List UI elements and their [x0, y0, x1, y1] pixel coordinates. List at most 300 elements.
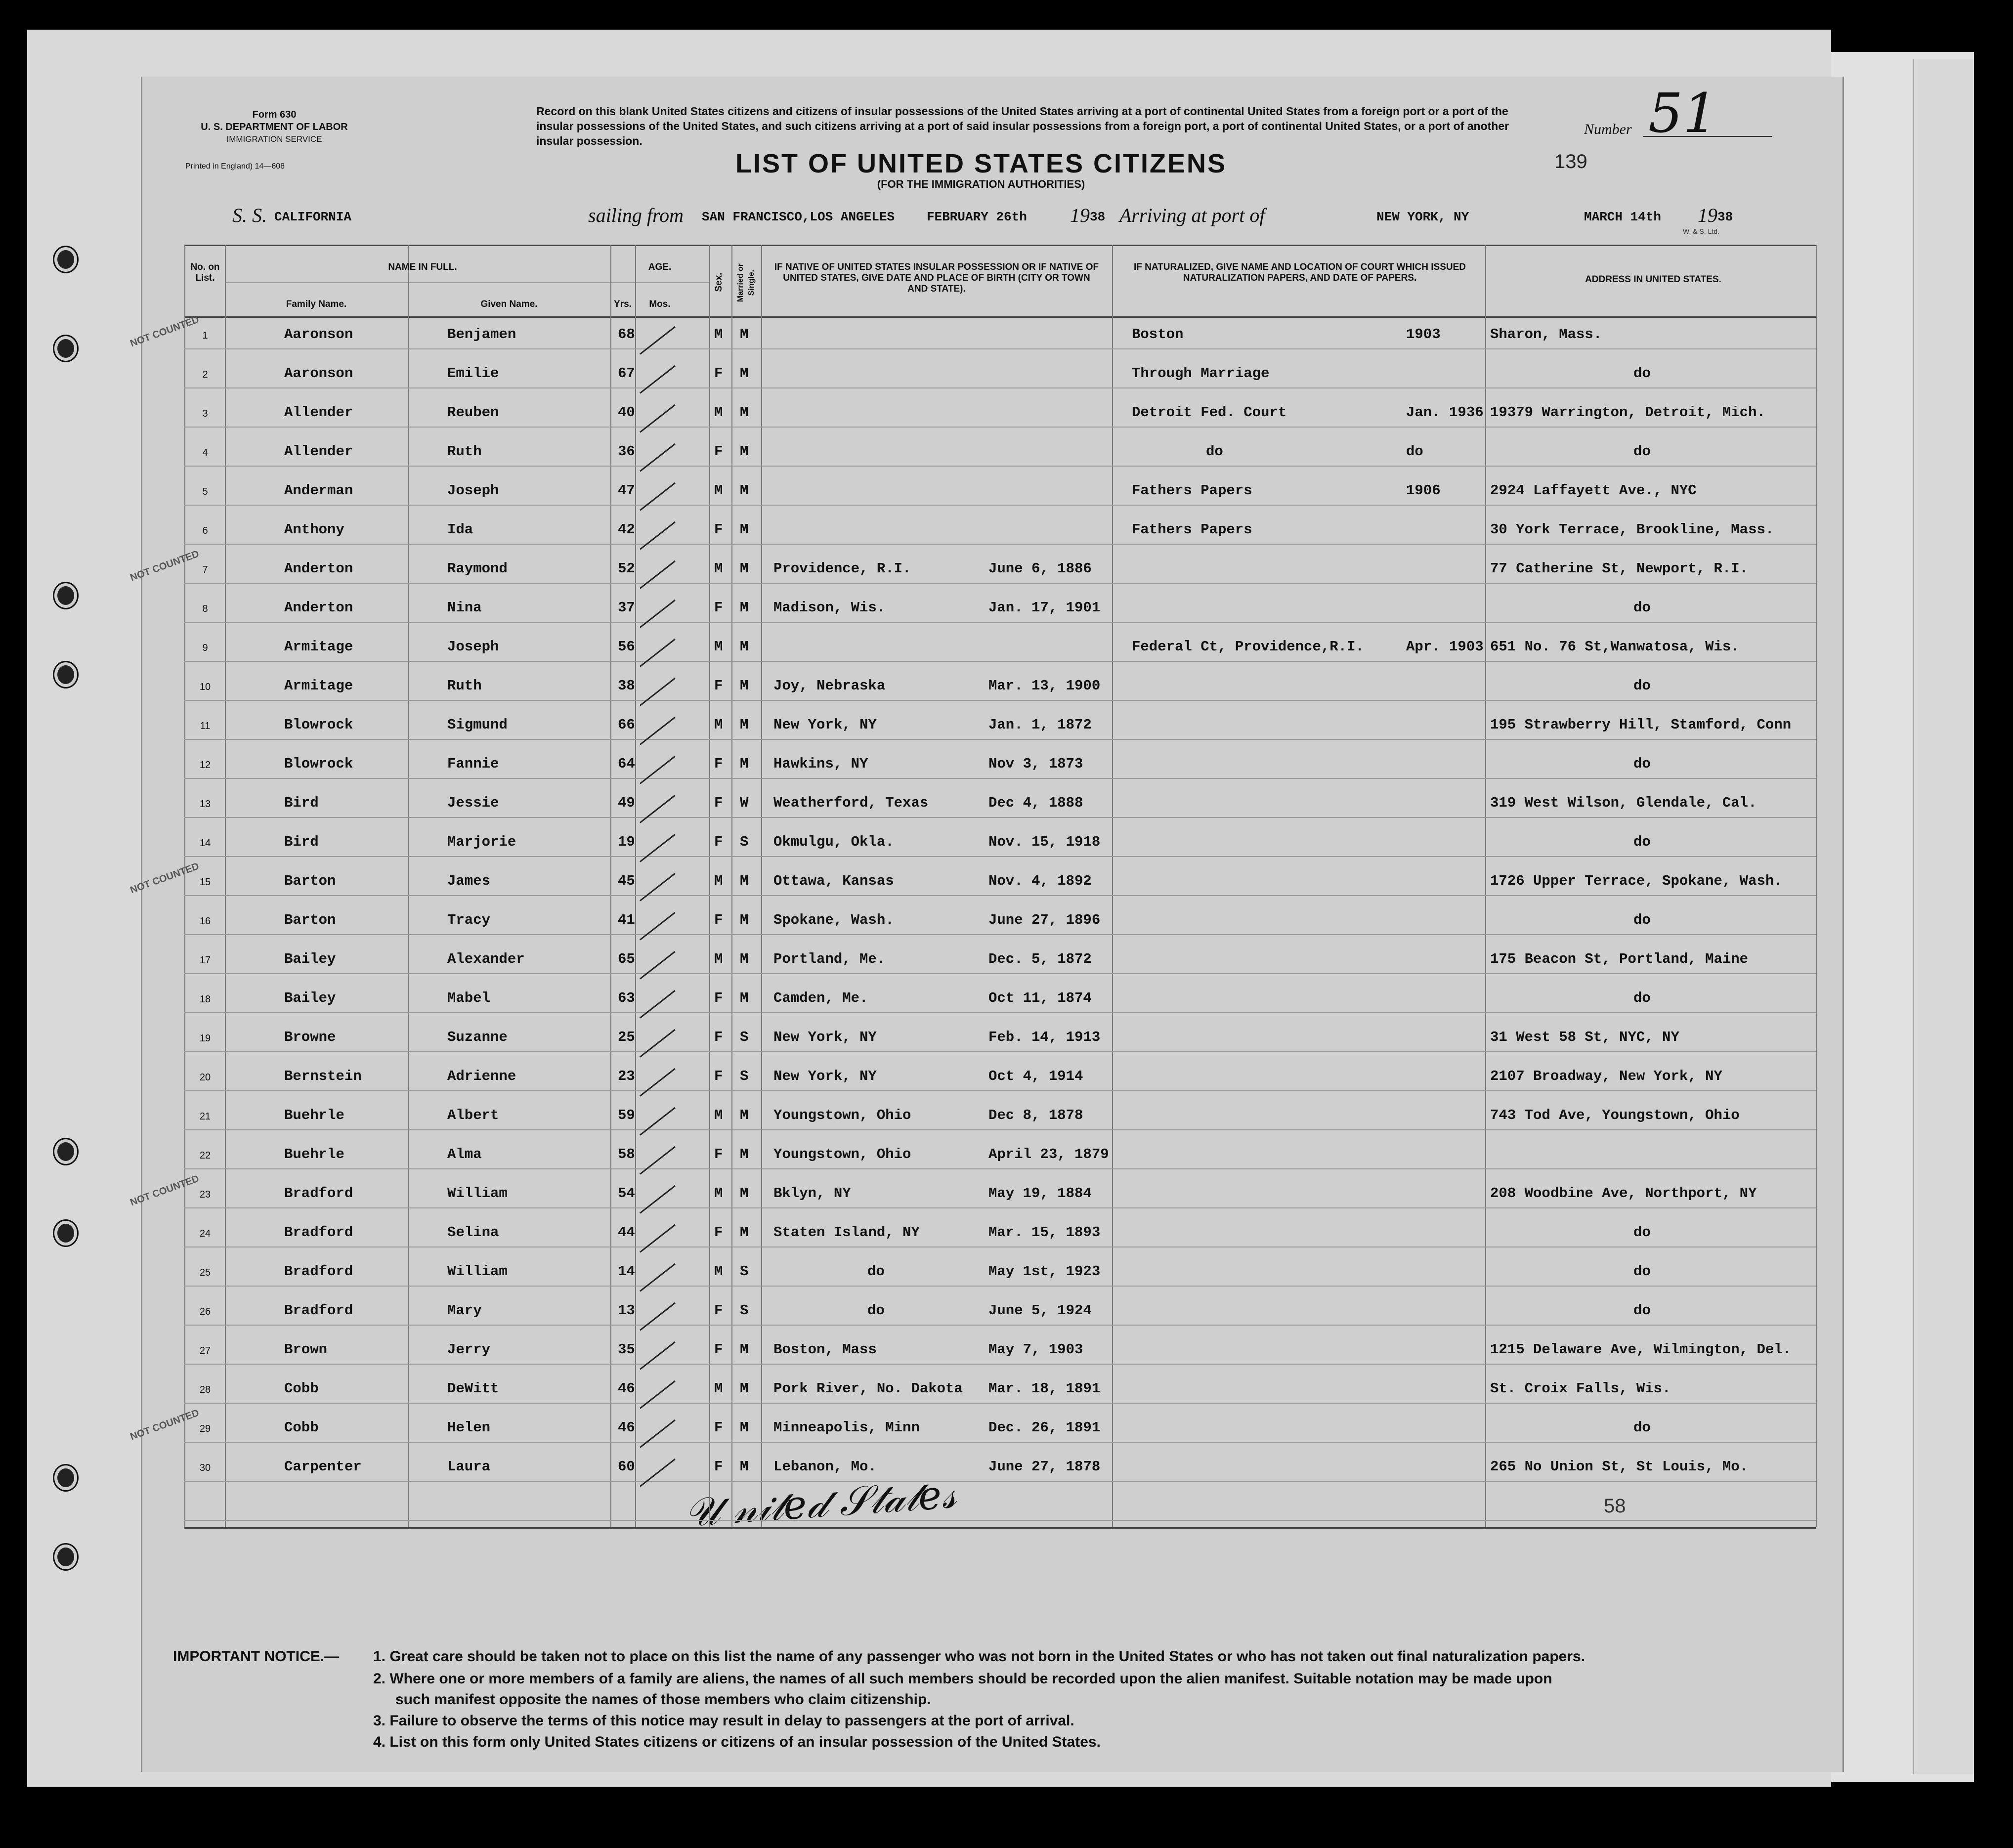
notice-label: IMPORTANT NOTICE.— — [173, 1648, 340, 1665]
family-name: Bradford — [284, 1302, 353, 1319]
not-counted-stamp: NOT COUNTED — [128, 314, 201, 349]
sex: F — [714, 365, 723, 382]
notice-item-2b: such manifest opposite the names of those members who claim citizenship. — [395, 1691, 931, 1708]
age-years: 19 — [618, 834, 635, 850]
table-row-rule — [184, 427, 1816, 428]
age-years: 41 — [618, 912, 635, 928]
marital-status: M — [740, 1107, 749, 1123]
marital-status: M — [740, 443, 749, 460]
birth-date: May 7, 1903 — [988, 1341, 1083, 1358]
marital-status: M — [740, 521, 749, 538]
marital-status: W — [740, 795, 749, 811]
header-native: IF NATIVE OF UNITED STATES INSULAR POSSESSION OR IF NATIVE OF UNITED STATES, GIVE DATE AND PLACE OF BIRTH (CITY OR TOWN AND STATE). — [774, 262, 1099, 294]
given-name: Reuben — [447, 404, 499, 421]
table-row-rule — [184, 856, 1816, 857]
header-sex: Sex. — [714, 272, 724, 292]
naturalization-court: Fathers Papers — [1132, 521, 1252, 538]
sex: M — [714, 1380, 723, 1397]
table-column-rule — [1485, 245, 1486, 1527]
us-address: 77 Catherine St, Newport, R.I. — [1490, 560, 1749, 577]
age-years: 46 — [618, 1419, 635, 1436]
family-name: Bernstein — [284, 1068, 362, 1084]
birth-date: Nov 3, 1873 — [988, 756, 1083, 772]
marital-status: M — [740, 1185, 749, 1202]
marital-status: S — [740, 1068, 749, 1084]
birth-place: Providence, R.I. — [773, 560, 911, 577]
family-name: Barton — [284, 873, 336, 889]
sex: M — [714, 560, 723, 577]
us-address: do — [1633, 443, 1651, 460]
birth-date: Mar. 18, 1891 — [988, 1380, 1101, 1397]
marital-status: M — [740, 365, 749, 382]
departure-date: FEBRUARY 26th — [927, 210, 1027, 224]
birth-date: June 5, 1924 — [988, 1302, 1092, 1319]
family-name: Bird — [284, 795, 319, 811]
arrival-year-prefix: 19 — [1698, 204, 1717, 226]
birth-date: June 6, 1886 — [988, 560, 1092, 577]
birth-date: April 23, 1879 — [988, 1146, 1109, 1162]
row-number: 8 — [202, 603, 208, 614]
given-name: DeWitt — [447, 1380, 499, 1397]
family-name: Bailey — [284, 951, 336, 967]
family-name: Barton — [284, 912, 336, 928]
table-row-rule — [184, 1364, 1816, 1365]
table-row-rule — [184, 583, 1816, 584]
arriving-label: Arriving at port of — [1119, 204, 1265, 226]
header-address: ADDRESS IN UNITED STATES. — [1585, 274, 1721, 285]
naturalization-date: 1906 — [1406, 482, 1441, 499]
naturalization-court: Through Marriage — [1132, 365, 1270, 382]
birth-place: Joy, Nebraska — [773, 678, 886, 694]
sex: M — [714, 873, 723, 889]
family-name: Allender — [284, 404, 353, 421]
us-address: do — [1633, 990, 1651, 1006]
birth-date: Feb. 14, 1913 — [988, 1029, 1101, 1045]
sex: F — [714, 834, 723, 850]
row-number: 28 — [199, 1384, 211, 1395]
ss-label: S. S. — [232, 204, 267, 226]
age-years: 25 — [618, 1029, 635, 1045]
us-address: 19379 Warrington, Detroit, Mich. — [1490, 404, 1765, 421]
family-name: Buehrle — [284, 1107, 344, 1123]
sailing-label: sailing from — [588, 204, 684, 226]
sex: F — [714, 443, 723, 460]
sex: M — [714, 717, 723, 733]
birth-date: Jan. 1, 1872 — [988, 717, 1092, 733]
table-row-rule — [184, 661, 1816, 662]
row-number: 26 — [199, 1306, 211, 1317]
birth-date: Oct 4, 1914 — [988, 1068, 1083, 1084]
row-number: 12 — [199, 760, 211, 771]
header-age: AGE. — [648, 262, 672, 272]
marital-status: M — [740, 1419, 749, 1436]
row-number: 15 — [199, 877, 211, 888]
given-name: Fannie — [447, 756, 499, 772]
given-name: Tracy — [447, 912, 491, 928]
birth-place: do — [867, 1263, 885, 1280]
birth-place: Hawkins, NY — [773, 756, 868, 772]
birth-place: Boston, Mass — [773, 1341, 877, 1358]
age-years: 38 — [618, 678, 635, 694]
table-row-rule — [184, 1090, 1816, 1091]
us-address: 195 Strawberry Hill, Stamford, Conn — [1490, 717, 1792, 733]
punch-hole — [54, 1545, 77, 1569]
age-years: 67 — [618, 365, 635, 382]
age-years: 49 — [618, 795, 635, 811]
table-row-rule — [184, 466, 1816, 467]
given-name: William — [447, 1185, 508, 1202]
sheet-number: 139 — [1554, 151, 1587, 172]
birth-place: Spokane, Wash. — [773, 912, 894, 928]
notice-item-2: 2. Where one or more members of a family are aliens, the names of all such members should be recorded upon the alien manifest. Suitable notation may be made upon — [373, 1671, 1552, 1687]
header-married-single: Married or Single. — [736, 263, 756, 302]
not-counted-stamp: NOT COUNTED — [128, 548, 201, 584]
ship-name: CALIFORNIA — [274, 210, 352, 224]
table-row-rule — [184, 505, 1816, 506]
birth-place: Ottawa, Kansas — [773, 873, 894, 889]
us-address: do — [1633, 678, 1651, 694]
family-name: Anderton — [284, 600, 353, 616]
table-column-rule — [635, 245, 636, 1527]
age-years: 23 — [618, 1068, 635, 1084]
header-family-name: Family Name. — [286, 299, 347, 309]
given-name: Nina — [447, 600, 482, 616]
departure-year: 38 — [1090, 210, 1106, 224]
age-years: 54 — [618, 1185, 635, 1202]
sex: F — [714, 1459, 723, 1475]
table-row-rule — [184, 1246, 1816, 1247]
family-name: Blowrock — [284, 756, 353, 772]
us-address: do — [1633, 912, 1651, 928]
family-name: Cobb — [284, 1380, 319, 1397]
sex: F — [714, 1146, 723, 1162]
birth-date: Dec. 26, 1891 — [988, 1419, 1101, 1436]
table-row-rule — [184, 895, 1816, 896]
us-address: do — [1633, 1302, 1651, 1319]
us-address: 2107 Broadway, New York, NY — [1490, 1068, 1722, 1084]
age-years: 36 — [618, 443, 635, 460]
us-address: 743 Tod Ave, Youngstown, Ohio — [1490, 1107, 1740, 1123]
given-name: Ruth — [447, 678, 482, 694]
table-row-rule — [184, 817, 1816, 818]
us-address: 1726 Upper Terrace, Spokane, Wash. — [1490, 873, 1783, 889]
given-name: Selina — [447, 1224, 499, 1241]
given-name: William — [447, 1263, 508, 1280]
table-column-rule — [761, 245, 762, 1527]
marital-status: M — [740, 990, 749, 1006]
family-name: Armitage — [284, 678, 353, 694]
family-name: Aaronson — [284, 326, 353, 343]
table-row-rule — [184, 348, 1816, 349]
table-row-rule — [184, 973, 1816, 974]
printer-mark: W. & S. Ltd. — [1683, 227, 1719, 235]
punch-hole — [54, 247, 77, 272]
marital-status: M — [740, 1224, 749, 1241]
birth-place: Camden, Me. — [773, 990, 868, 1006]
record-instructions: Record on this blank United States citizens and citizens of insular possessions of the United States arriving at a port of continental United States from a foreign port or a port of the insular possessions of the United States, and such citizens arriving at a port of said insular possessions from a foreign port, a port of continental United States, or a port of another insular possession. — [536, 105, 1509, 147]
table-row-rule — [184, 739, 1816, 740]
sex: F — [714, 600, 723, 616]
naturalization-date: do — [1406, 443, 1423, 460]
birth-date: Nov. 4, 1892 — [988, 873, 1092, 889]
sex: F — [714, 521, 723, 538]
given-name: Marjorie — [447, 834, 516, 850]
table-column-rule — [408, 245, 409, 1527]
family-name: Browne — [284, 1029, 336, 1045]
given-name: Sigmund — [447, 717, 508, 733]
age-years: 44 — [618, 1224, 635, 1241]
family-name: Blowrock — [284, 717, 353, 733]
sex: M — [714, 951, 723, 967]
birth-date: May 1st, 1923 — [988, 1263, 1101, 1280]
given-name: Ruth — [447, 443, 482, 460]
sex: M — [714, 1107, 723, 1123]
marital-status: M — [740, 326, 749, 343]
given-name: Emilie — [447, 365, 499, 382]
family-name: Bradford — [284, 1185, 353, 1202]
us-address: 175 Beacon St, Portland, Maine — [1490, 951, 1749, 967]
naturalization-court: Detroit Fed. Court — [1132, 404, 1287, 421]
given-name: Joseph — [447, 482, 499, 499]
us-address: 319 West Wilson, Glendale, Cal. — [1490, 795, 1757, 811]
age-years: 63 — [618, 990, 635, 1006]
us-address: do — [1633, 834, 1651, 850]
sex: F — [714, 1224, 723, 1241]
sex: M — [714, 1263, 723, 1280]
age-years: 47 — [618, 482, 635, 499]
us-address: 1215 Delaware Ave, Wilmington, Del. — [1490, 1341, 1792, 1358]
row-number: 27 — [199, 1345, 211, 1356]
marital-status: M — [740, 1459, 749, 1475]
sex: M — [714, 1185, 723, 1202]
age-years: 42 — [618, 521, 635, 538]
sex: F — [714, 1419, 723, 1436]
row-number: 21 — [199, 1111, 211, 1122]
list-number: 51 — [1648, 82, 1717, 145]
family-name: Armitage — [284, 639, 353, 655]
birth-place: Okmulgu, Okla. — [773, 834, 894, 850]
us-address: do — [1633, 365, 1651, 382]
family-name: Anderton — [284, 560, 353, 577]
given-name: Mary — [447, 1302, 482, 1319]
page-subtitle: (FOR THE IMMIGRATION AUTHORITIES) — [877, 178, 1085, 190]
department: U. S. DEPARTMENT OF LABOR — [201, 122, 348, 132]
table-row-rule — [184, 1207, 1816, 1208]
us-address: St. Croix Falls, Wis. — [1490, 1380, 1671, 1397]
us-address: 30 York Terrace, Brookline, Mass. — [1490, 521, 1774, 538]
us-address: 31 West 58 St, NYC, NY — [1490, 1029, 1679, 1045]
family-name: Cobb — [284, 1419, 319, 1436]
marital-status: M — [740, 639, 749, 655]
age-years: 56 — [618, 639, 635, 655]
row-number: 20 — [199, 1072, 211, 1083]
marital-status: M — [740, 1380, 749, 1397]
number-underline — [1643, 136, 1772, 137]
given-name: Albert — [447, 1107, 499, 1123]
family-name: Buehrle — [284, 1146, 344, 1162]
punch-hole — [54, 1465, 77, 1490]
table-row-rule — [184, 1481, 1816, 1482]
row-number: 14 — [199, 838, 211, 849]
birth-date: Dec. 5, 1872 — [988, 951, 1092, 967]
inspector-signature: 𝒰 𝓃𝒾𝓉𝑒𝒹 𝒮𝓉𝒶𝓉𝑒𝓈 — [683, 1470, 958, 1536]
row-number: 18 — [199, 994, 211, 1005]
departure-ports: SAN FRANCISCO,LOS ANGELES — [702, 210, 895, 224]
birth-date: Mar. 13, 1900 — [988, 678, 1101, 694]
family-name: Bailey — [284, 990, 336, 1006]
row-number: 5 — [202, 486, 208, 497]
age-years: 59 — [618, 1107, 635, 1123]
family-name: Brown — [284, 1341, 328, 1358]
row-number: 25 — [199, 1267, 211, 1278]
table-row-rule — [184, 1325, 1816, 1326]
not-counted-stamp: NOT COUNTED — [128, 1173, 201, 1208]
us-address: Sharon, Mass. — [1490, 326, 1602, 343]
marital-status: M — [740, 912, 749, 928]
birth-place: New York, NY — [773, 717, 877, 733]
table-row-rule — [184, 387, 1816, 388]
age-years: 40 — [618, 404, 635, 421]
table-row-rule — [184, 622, 1816, 623]
age-years: 46 — [618, 1380, 635, 1397]
birth-date: Oct 11, 1874 — [988, 990, 1092, 1006]
sex: F — [714, 756, 723, 772]
us-address: 265 No Union St, St Louis, Mo. — [1490, 1459, 1749, 1475]
marital-status: S — [740, 1263, 749, 1280]
table-row-rule — [184, 1012, 1816, 1013]
age-years: 13 — [618, 1302, 635, 1319]
given-name: Adrienne — [447, 1068, 516, 1084]
table-column-rule — [731, 245, 732, 1527]
marital-status: M — [740, 873, 749, 889]
table-column-rule — [709, 245, 710, 1527]
sex: F — [714, 1341, 723, 1358]
not-counted-stamp: NOT COUNTED — [128, 860, 201, 896]
row-number: 17 — [199, 955, 211, 966]
birth-date: May 19, 1884 — [988, 1185, 1092, 1202]
sex: F — [714, 1029, 723, 1045]
marital-status: M — [740, 560, 749, 577]
given-name: Benjamen — [447, 326, 516, 343]
sex: M — [714, 326, 723, 343]
given-name: Raymond — [447, 560, 508, 577]
age-years: 64 — [618, 756, 635, 772]
service: IMMIGRATION SERVICE — [226, 134, 322, 144]
table-row-rule — [184, 700, 1816, 701]
family-name: Bird — [284, 834, 319, 850]
marital-status: M — [740, 951, 749, 967]
notice-item-4: 4. List on this form only United States citizens or citizens of an insular possession of the United States. — [373, 1734, 1101, 1750]
row-number: 16 — [199, 916, 211, 927]
us-address: do — [1633, 600, 1651, 616]
table-row-rule — [184, 1403, 1816, 1404]
footer-count: 58 — [1604, 1495, 1626, 1517]
table-row-rule — [184, 1129, 1816, 1130]
row-number: 11 — [200, 721, 211, 731]
table-row-rule — [184, 1442, 1816, 1443]
punch-hole — [54, 336, 77, 361]
family-name: Anderman — [284, 482, 353, 499]
table-column-rule — [225, 245, 226, 1527]
row-number: 23 — [199, 1189, 211, 1200]
punch-hole — [54, 1221, 77, 1246]
table-column-rule — [1816, 245, 1817, 1527]
sex: F — [714, 678, 723, 694]
age-years: 58 — [618, 1146, 635, 1162]
age-years: 60 — [618, 1459, 635, 1475]
arrival-year: 38 — [1717, 210, 1733, 224]
row-number: 10 — [199, 682, 211, 692]
punch-hole — [54, 1139, 77, 1164]
us-address: 208 Woodbine Ave, Northport, NY — [1490, 1185, 1757, 1202]
table-row-rule — [184, 544, 1816, 545]
family-name: Bradford — [284, 1224, 353, 1241]
sex: F — [714, 990, 723, 1006]
birth-date: Jan. 17, 1901 — [988, 600, 1101, 616]
sex: M — [714, 482, 723, 499]
birth-place: New York, NY — [773, 1068, 877, 1084]
marital-status: S — [740, 1029, 749, 1045]
row-number: 1 — [202, 330, 208, 341]
row-number: 24 — [199, 1228, 211, 1239]
table-row-rule — [184, 1286, 1816, 1287]
marital-status: S — [740, 834, 749, 850]
header-months: Mos. — [649, 299, 671, 309]
manifest-page — [27, 30, 1831, 1787]
row-number: 3 — [202, 408, 208, 419]
birth-date: Nov. 15, 1918 — [988, 834, 1101, 850]
sex: F — [714, 1068, 723, 1084]
marital-status: M — [740, 600, 749, 616]
given-name: Laura — [447, 1459, 491, 1475]
row-number: 2 — [202, 369, 208, 380]
name-header-rule — [225, 282, 610, 283]
birth-place: Weatherford, Texas — [773, 795, 929, 811]
age-years: 52 — [618, 560, 635, 577]
naturalization-court: Federal Ct, Providence,R.I. — [1132, 639, 1364, 655]
birth-place: Youngstown, Ohio — [773, 1107, 911, 1123]
birth-place: Youngstown, Ohio — [773, 1146, 911, 1162]
given-name: Mabel — [447, 990, 491, 1006]
birth-date: June 27, 1878 — [988, 1459, 1101, 1475]
us-address: do — [1633, 1224, 1651, 1241]
not-counted-stamp: NOT COUNTED — [128, 1407, 201, 1443]
birth-date: Dec 4, 1888 — [988, 795, 1083, 811]
row-number: 30 — [199, 1462, 211, 1473]
age-years: 35 — [618, 1341, 635, 1358]
row-number: 13 — [199, 799, 211, 810]
birth-place: Lebanon, Mo. — [773, 1459, 877, 1475]
marital-status: S — [740, 1302, 749, 1319]
row-number: 9 — [202, 643, 208, 653]
age-years: 37 — [618, 600, 635, 616]
given-name: James — [447, 873, 491, 889]
given-name: Alexander — [447, 951, 525, 967]
given-name: Ida — [447, 521, 473, 538]
age-header-rule — [610, 282, 709, 283]
naturalization-court: Boston — [1132, 326, 1184, 343]
age-years: 66 — [618, 717, 635, 733]
table-bottom-rule — [184, 1527, 1816, 1529]
header-naturalized: IF NATURALIZED, GIVE NAME AND LOCATION OF COURT WHICH ISSUED NATURALIZATION PAPERS, AND DATE OF PAPERS. — [1133, 262, 1466, 283]
marital-status: M — [740, 482, 749, 499]
row-number: 7 — [202, 564, 208, 575]
birth-place: Madison, Wis. — [773, 600, 886, 616]
row-number: 29 — [199, 1423, 211, 1434]
row-number: 6 — [202, 525, 208, 536]
family-name: Bradford — [284, 1263, 353, 1280]
given-name: Jerry — [447, 1341, 491, 1358]
